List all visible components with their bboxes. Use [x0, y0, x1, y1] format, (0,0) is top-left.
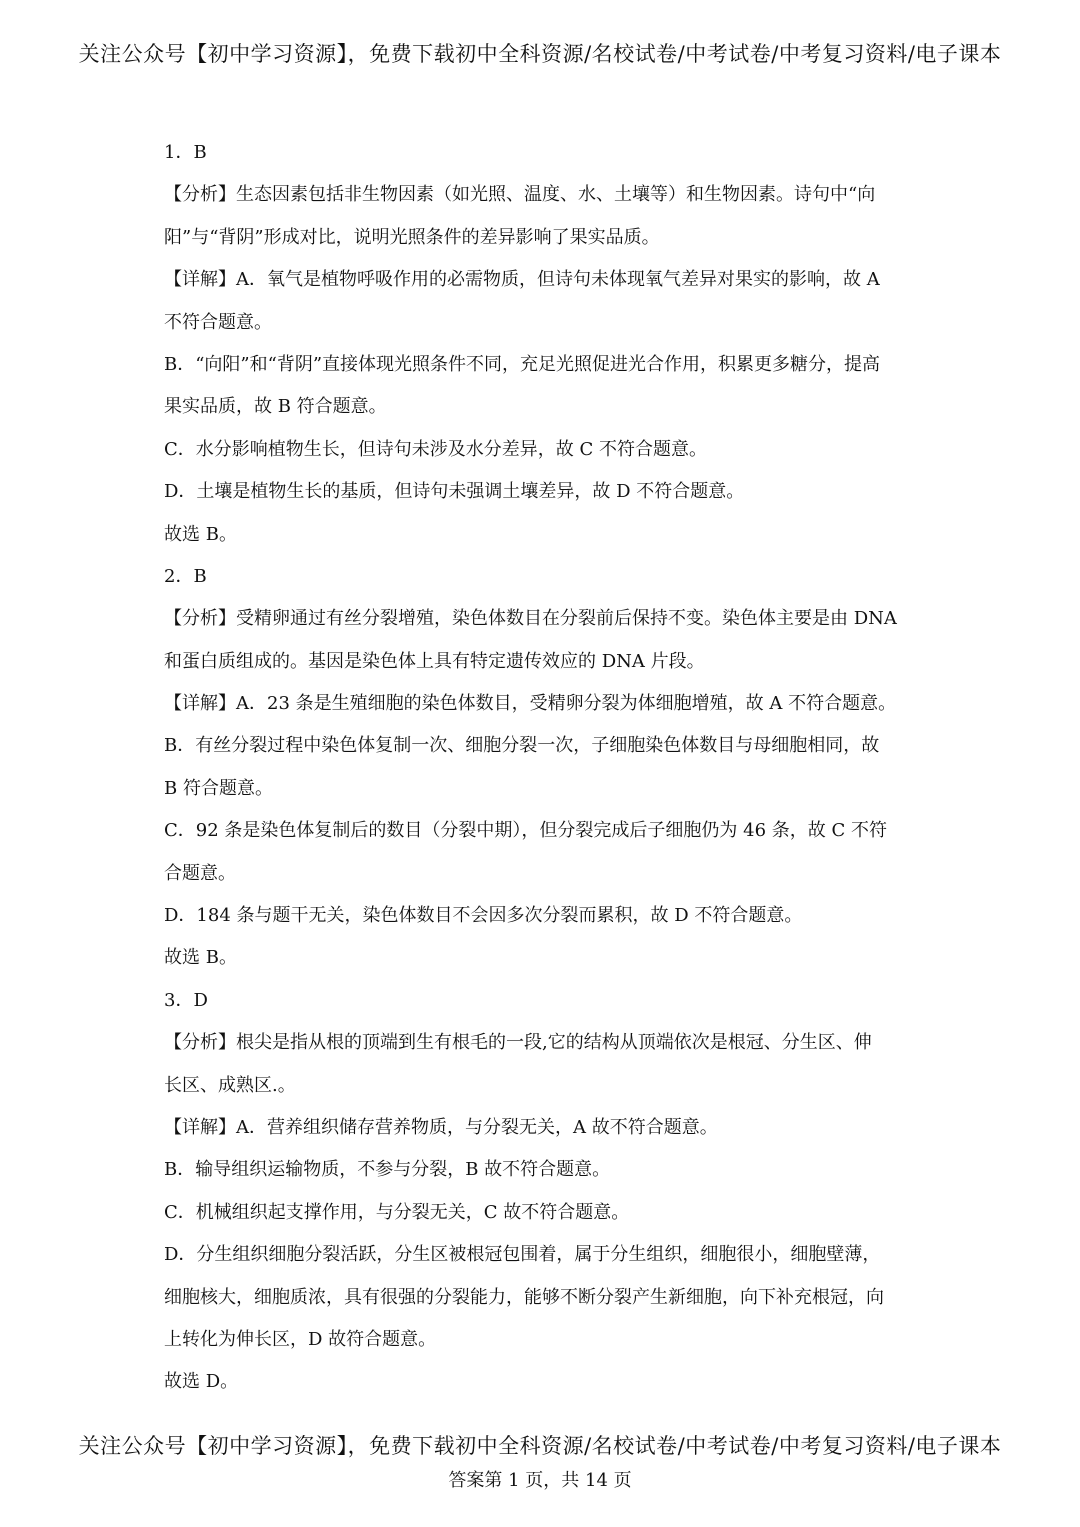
answer-3-option-d-line-1: D．分生组织细胞分裂活跃，分生区被根冠包围着，属于分生组织，细胞很小，细胞壁薄，: [164, 1244, 881, 1266]
header-banner: 关注公众号【初中学习资源】，免费下载初中全科资源/名校试卷/中考试卷/中考复习资料/电子课本: [78, 42, 1002, 66]
answer-1-detail-line-1: 【详解】A．氧气是植物呼吸作用的必需物质，但诗句未体现氧气差异对果实的影响，故 A: [164, 269, 880, 291]
answer-content: [164, 135, 934, 1407]
answer-3-analysis-line-1: 【分析】根尖是指从根的顶端到生有根毛的一段,它的结构从顶端依次是根冠、分生区、伸: [164, 1032, 872, 1054]
answer-2-option-c-line-2: 合题意。: [164, 862, 236, 884]
footer-banner: 关注公众号【初中学习资源】，免费下载初中全科资源/名校试卷/中考试卷/中考复习资料/电子课本: [78, 1434, 1002, 1458]
answer-2-detail-line-1: 【详解】A．23 条是生殖细胞的染色体数目，受精卵分裂为体细胞增殖，故 A 不符合题意。: [164, 693, 897, 715]
answer-2-analysis-line-1: 【分析】受精卵通过有丝分裂增殖，染色体数目在分裂前后保持不变。染色体主要是由 DNA: [164, 608, 897, 630]
answer-2-analysis-line-2: 和蛋白质组成的。基因是染色体上具有特定遗传效应的 DNA 片段。: [164, 650, 705, 672]
answer-3-option-b: B．输导组织运输物质，不参与分裂，B 故不符合题意。: [164, 1159, 611, 1181]
answer-1-option-c: C．水分影响植物生长，但诗句未涉及水分差异，故 C 不符合题意。: [164, 438, 707, 460]
answer-2-option-b-line-2: B 符合题意。: [164, 777, 273, 799]
answer-1-option-b-line-2: 果实品质，故 B 符合题意。: [164, 396, 387, 418]
answer-2-heading: 2．B: [164, 565, 207, 587]
answer-2-option-c-line-1: C．92 条是染色体复制后的数目（分裂中期），但分裂完成后子细胞仍为 46 条，故 C 不符: [164, 820, 887, 842]
answer-1-detail-line-2: 不符合题意。: [164, 311, 272, 333]
answer-1-conclusion: 故选 B。: [164, 523, 237, 545]
answer-3-detail-line-1: 【详解】A．营养组织储存营养物质，与分裂无关，A 故不符合题意。: [164, 1116, 718, 1138]
answer-1-analysis-line-1: 【分析】生态因素包括非生物因素（如光照、温度、水、土壤等）和生物因素。诗句中“向: [164, 184, 876, 206]
answer-1-heading: 1．B: [164, 142, 207, 163]
answer-3-conclusion: 故选 D。: [164, 1371, 239, 1393]
answer-3-heading: 3．D: [164, 989, 208, 1011]
answer-1-option-d: D．土壤是植物生长的基质，但诗句未强调土壤差异，故 D 不符合题意。: [164, 481, 745, 503]
answer-3-option-c: C．机械组织起支撑作用，与分裂无关，C 故不符合题意。: [164, 1201, 630, 1223]
answer-1-analysis-line-2: 阳”与“背阴”形成对比，说明光照条件的差异影响了果实品质。: [164, 226, 660, 248]
page-number: 答案第 1 页，共 14 页: [448, 1470, 632, 1491]
answer-3-analysis-line-2: 长区、成熟区.。: [164, 1074, 296, 1096]
answer-1-option-b-line-1: B．“向阳”和“背阴”直接体现光照条件不同，充足光照促进光合作用，积累更多糖分，提高: [164, 353, 881, 375]
answer-3-option-d-line-2: 细胞核大，细胞质浓，具有很强的分裂能力，能够不断分裂产生新细胞，向下补充根冠，向: [164, 1286, 884, 1308]
answer-2-option-d: D．184 条与题干无关，染色体数目不会因多次分裂而累积，故 D 不符合题意。: [164, 905, 803, 927]
answer-2-option-b-line-1: B．有丝分裂过程中染色体复制一次、细胞分裂一次，子细胞染色体数目与母细胞相同，故: [164, 735, 880, 757]
answer-2-conclusion: 故选 B。: [164, 947, 237, 969]
answer-3-option-d-line-3: 上转化为伸长区，D 故符合题意。: [164, 1328, 437, 1350]
